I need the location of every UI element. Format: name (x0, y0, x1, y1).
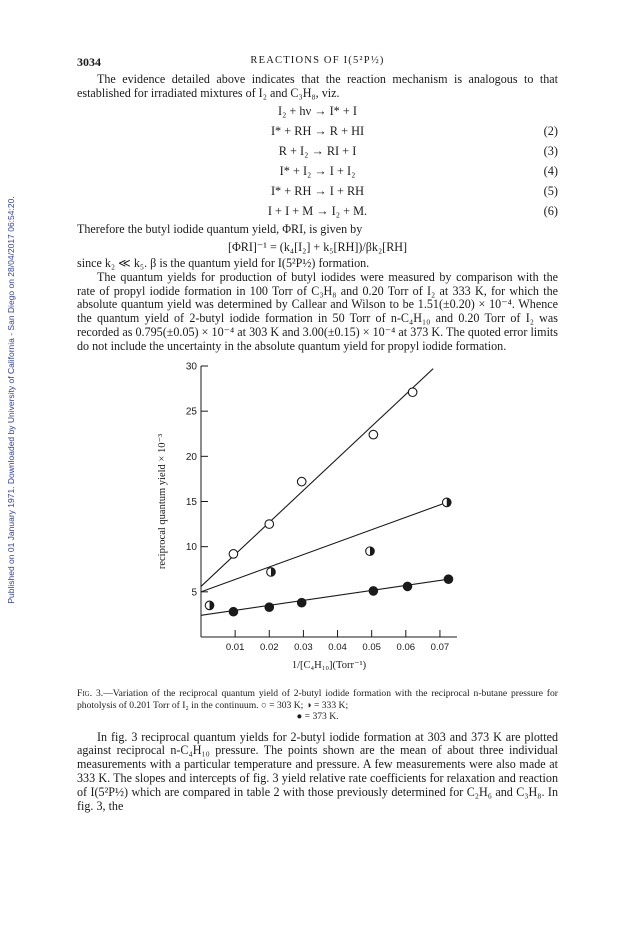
y-tick-label: 30 (185, 361, 197, 373)
reaction-5 (77, 184, 558, 201)
download-notice: Published on 01 January 1971. Downloaded by University of California - San Diego on 28/04/2017 06:54:20. (6, 196, 16, 604)
side-watermark (0, 120, 22, 680)
half-filled-circle-point (366, 547, 375, 556)
x-tick-label: 0.04 (328, 642, 347, 654)
y-tick-label: 5 (191, 587, 197, 599)
discussion-paragraph: In fig. 3 reciprocal quantum yields for 2-butyl iodide formation at 303 and 373 K are plotted against reciprocal n-C₄H₁₀ pressure. The points shown are the mean of about three individual measurements with a particular temperature and pressure. A few measurements were also made at 333 K. The slopes and intercepts of fig. 3 yield relative rate coefficients for relaxation and reaction of I(5²P½) which are compared in table 2 with those previously determined for C₂H₆ and C₃H₈. In fig. 3, the (77, 729, 558, 814)
intro-paragraph: The evidence detailed above indicates that the reaction mechanism is analogous to that established for irradiated mixtures of I₂ and C₃H₈, viz. (77, 72, 558, 100)
half-filled-circle-point (442, 498, 451, 507)
reaction-6 (77, 204, 558, 221)
running-title: REACTIONS OF I(5²P½) (250, 55, 385, 66)
open-circle-point (408, 388, 417, 397)
open-circle-point (265, 520, 274, 529)
reaction-number: (6) (543, 203, 558, 218)
half-filled-circle-point (205, 601, 214, 610)
half-filled-circle-point (267, 568, 276, 577)
open-circle-point (369, 430, 378, 439)
open-circle-point (297, 477, 306, 486)
reaction-number: (3) (543, 143, 558, 158)
filled-circle-point (369, 587, 378, 596)
reaction-number: (2) (543, 123, 558, 138)
paper-page (77, 55, 558, 814)
y-axis-title: reciprocal quantum yield × 10⁻³ (157, 433, 168, 570)
filled-circle-point (444, 575, 453, 584)
quantum-yield-formula: [ΦRI]⁻¹ = (k₄[I₂] + k₅[RH])/βk₂[RH] (227, 239, 408, 254)
reciprocal-quantum-yield-chart (77, 358, 558, 686)
filled-circle-point (403, 582, 412, 591)
reaction-equation: I* + I₂ → I + I₂ (279, 163, 356, 178)
x-tick-label: 0.05 (362, 642, 381, 654)
filled-circle-point (265, 603, 274, 612)
reaction-4 (77, 164, 558, 181)
y-tick-label: 25 (185, 406, 197, 418)
figure-caption (77, 688, 558, 723)
reaction-number: (5) (543, 183, 558, 198)
x-tick-label: 0.03 (294, 642, 313, 654)
caption-text: —Variation of the reciprocal quantum yield of 2-butyl iodide formation with the reciprocal n-butane pressure for photolysis of 0.201 Torr of I₂ in the continuum. ○ = 303 K; ◑ = 333 K; (77, 688, 558, 711)
filled-circle-point (229, 607, 238, 616)
y-tick-label: 20 (185, 451, 197, 463)
reaction-number: (4) (543, 163, 558, 178)
open-circle-point (229, 550, 238, 559)
quantum-yield-paragraph: The quantum yields for production of butyl iodides were measured by comparison with the rate of propyl iodide formation in 100 Torr of C₃H₈ and 0.20 Torr of I₂ at 333 K, for which the absolute quantum yield was determined by Callear and Wilson to be 1.51(±0.20) × 10⁻⁴. Whence the quantum yield of 2-butyl iodide formation in 50 Torr of n-C₄H₁₀ and 0.20 Torr of I₂ was recorded as 0.795(±0.05) × 10⁻⁴ at 303 K and 3.00(±0.15) × 10⁻⁴ at 373 K. The quoted error limits do not include the uncertainty in the absolute quantum yield for propyl iodide formation. (77, 269, 558, 354)
filled-circle-point (297, 598, 306, 607)
x-axis-title: 1/[C₄H₁₀](Torr⁻¹) (291, 660, 367, 672)
reaction-equation: I + I + M → I₂ + M. (267, 203, 368, 218)
caption-last-line: ● = 373 K. (296, 711, 339, 723)
reaction-1 (77, 104, 558, 121)
x-tick-label: 0.02 (260, 642, 279, 654)
y-tick-label: 10 (185, 542, 197, 554)
caption-label: Fig. 3. (77, 688, 104, 700)
therefore-text: Therefore the butyl iodide quantum yield, ΦRI, is given by (77, 221, 363, 236)
x-tick-label: 0.06 (396, 642, 416, 654)
fit-line-half (201, 502, 447, 591)
page-header (77, 55, 558, 73)
since-text: since k₂ ≪ k₅. β is the quantum yield for I(5²P½) formation. (77, 255, 370, 270)
reaction-equation: I₂ + hν → I* + I (277, 103, 358, 118)
reaction-scheme (77, 104, 558, 223)
x-tick-label: 0.01 (225, 642, 245, 654)
figure-3 (77, 358, 558, 686)
reaction-equation: I* + RH → I + RH (270, 183, 365, 198)
x-tick-label: 0.07 (430, 642, 450, 654)
reaction-equation: R + I₂ → RI + I (278, 143, 357, 158)
reaction-2 (77, 124, 558, 141)
page-number: 3034 (77, 55, 101, 69)
reaction-equation: I* + RH → R + HI (270, 123, 365, 138)
reaction-3 (77, 144, 558, 161)
y-tick-label: 15 (185, 497, 197, 509)
